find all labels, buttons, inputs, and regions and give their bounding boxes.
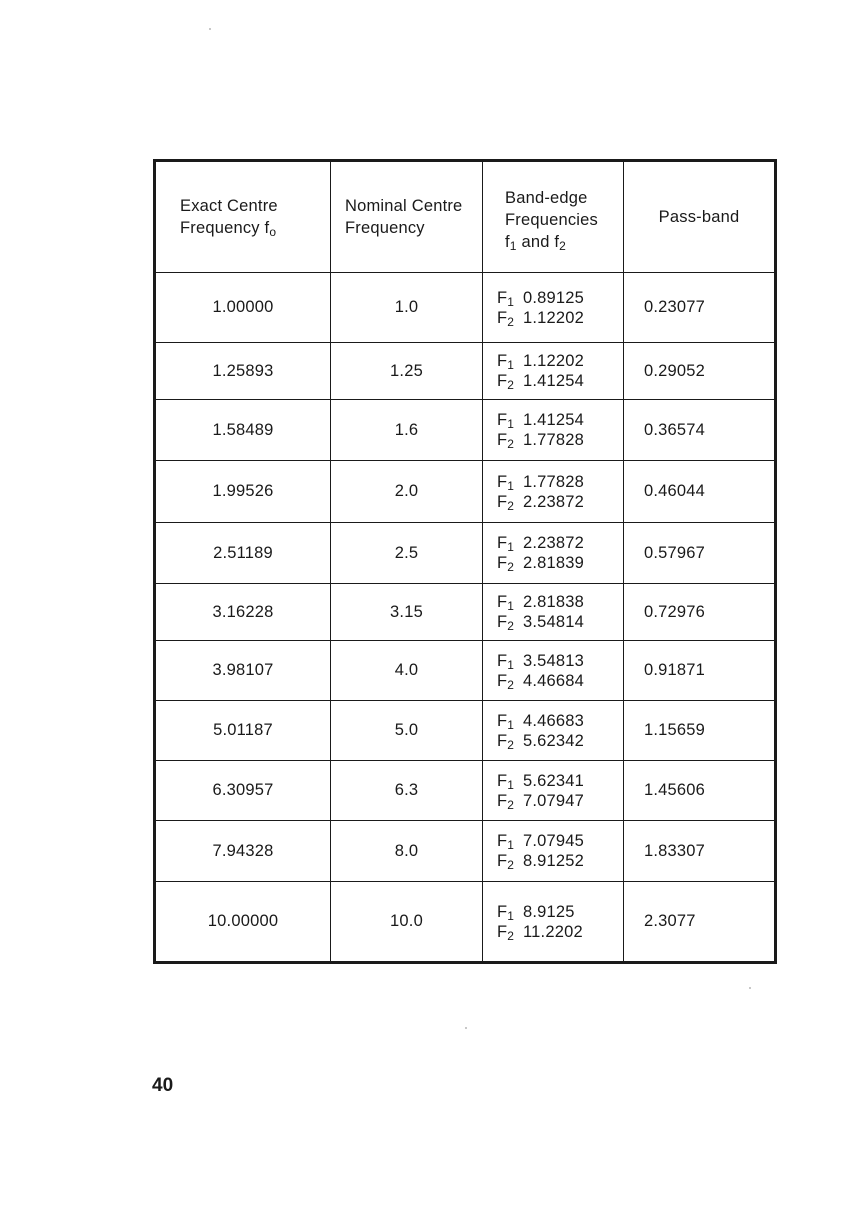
pass-band-cell: 0.29052 xyxy=(624,343,776,400)
table-row xyxy=(155,273,776,343)
band-edge-cell xyxy=(483,273,624,343)
band-edge-cell xyxy=(483,761,624,821)
band-edge-f2: $F_2$ 2.23872 xyxy=(497,492,585,513)
table-row xyxy=(155,701,776,761)
band-edge-f1: $F_1$ 5.62341 xyxy=(497,771,585,792)
nominal-centre-cell: 6.3 xyxy=(331,761,483,821)
pass-band-cell: 1.45606 xyxy=(624,761,776,821)
band-edge-f2: $F_2$ 1.77828 xyxy=(497,431,585,451)
band-edge-f2: $F_2$ 5.62342 xyxy=(497,731,585,752)
nominal-centre-cell: 1.6 xyxy=(331,400,483,461)
band-edge-f1: $F_1$ 4.46683 xyxy=(497,711,585,732)
band-edge-f1: $F_1$ 1.41254 xyxy=(497,411,585,431)
band-edge-f2: $F_2$ 3.54814 xyxy=(497,613,585,633)
table-row xyxy=(155,400,776,461)
band-edge-cell xyxy=(483,821,624,882)
pass-band-cell: 1.83307 xyxy=(624,821,776,882)
header-nominal-centre-frequency: Nominal Centre Frequency xyxy=(331,161,483,273)
scan-speck xyxy=(749,987,751,989)
pass-band-cell: 0.57967 xyxy=(624,523,776,584)
nominal-centre-cell: 5.0 xyxy=(331,701,483,761)
nominal-centre-cell: 8.0 xyxy=(331,821,483,882)
band-edge-f1: $F_1$ 7.07945 xyxy=(497,832,585,852)
exact-centre-cell: 6.30957 xyxy=(155,761,331,821)
band-edge-f2: $F_2$ 2.81839 xyxy=(497,554,585,574)
pass-band-cell: 0.36574 xyxy=(624,400,776,461)
band-edge-f1: $F_1$ 2.23872 xyxy=(497,534,585,554)
exact-centre-cell: 1.99526 xyxy=(155,461,331,523)
band-edge-f2: $F_2$ 4.46684 xyxy=(497,671,585,692)
band-edge-cell xyxy=(483,400,624,461)
band-edge-cell xyxy=(483,701,624,761)
band-edge-cell xyxy=(483,523,624,584)
exact-centre-cell: 1.25893 xyxy=(155,343,331,400)
exact-centre-cell: 1.00000 xyxy=(155,273,331,343)
band-edge-f1: $F_1$ 1.77828 xyxy=(497,472,585,493)
band-edge-f2: $F_2$ 1.12202 xyxy=(497,308,585,329)
band-edge-f1: $F_1$ 0.89125 xyxy=(497,288,585,309)
band-edge-f2: $F_2$ 8.91252 xyxy=(497,852,585,872)
frequency-table xyxy=(153,159,777,964)
table-row xyxy=(155,641,776,701)
pass-band-cell: 0.23077 xyxy=(624,273,776,343)
band-edge-f2: $F_2$ 11.2202 xyxy=(497,922,583,943)
pass-band-cell: 0.91871 xyxy=(624,641,776,701)
header-exact-centre-frequency: Exact Centre Frequency $f_o$ xyxy=(155,161,331,273)
band-edge-cell xyxy=(483,641,624,701)
nominal-centre-cell: 2.5 xyxy=(331,523,483,584)
scan-speck xyxy=(465,1027,467,1029)
table-row xyxy=(155,584,776,641)
nominal-centre-cell: 1.25 xyxy=(331,343,483,400)
band-edge-cell xyxy=(483,343,624,400)
exact-centre-cell: 3.98107 xyxy=(155,641,331,701)
exact-centre-cell: 2.51189 xyxy=(155,523,331,584)
nominal-centre-cell: 2.0 xyxy=(331,461,483,523)
band-edge-cell xyxy=(483,882,624,963)
table-row xyxy=(155,461,776,523)
pass-band-cell: 1.15659 xyxy=(624,701,776,761)
header-band-edge-frequencies: Band-edge Frequencies $f_1$ and $f_2$ xyxy=(483,161,624,273)
table-row xyxy=(155,761,776,821)
band-edge-f1: $F_1$ 1.12202 xyxy=(497,352,585,372)
table-row xyxy=(155,821,776,882)
nominal-centre-cell: 3.15 xyxy=(331,584,483,641)
pass-band-cell: 0.72976 xyxy=(624,584,776,641)
table-row xyxy=(155,343,776,400)
band-edge-f1: $F_1$ 8.9125 xyxy=(497,902,575,923)
exact-centre-cell: 7.94328 xyxy=(155,821,331,882)
scan-speck xyxy=(209,28,211,30)
pass-band-cell: 2.3077 xyxy=(624,882,776,963)
band-edge-cell xyxy=(483,584,624,641)
header-pass-band: Pass-band xyxy=(624,161,776,273)
exact-centre-cell: 1.58489 xyxy=(155,400,331,461)
nominal-centre-cell: 1.0 xyxy=(331,273,483,343)
exact-centre-cell: 5.01187 xyxy=(155,701,331,761)
band-edge-f2: $F_2$ 7.07947 xyxy=(497,791,585,812)
nominal-centre-cell: 10.0 xyxy=(331,882,483,963)
exact-centre-cell: 3.16228 xyxy=(155,584,331,641)
band-edge-f2: $F_2$ 1.41254 xyxy=(497,372,585,392)
page-number: 40 xyxy=(152,1075,174,1096)
band-edge-f1: $F_1$ 2.81838 xyxy=(497,593,585,613)
table-row xyxy=(155,523,776,584)
table-row xyxy=(155,882,776,963)
nominal-centre-cell: 4.0 xyxy=(331,641,483,701)
band-edge-f1: $F_1$ 3.54813 xyxy=(497,651,585,672)
pass-band-cell: 0.46044 xyxy=(624,461,776,523)
band-edge-cell xyxy=(483,461,624,523)
exact-centre-cell: 10.00000 xyxy=(155,882,331,963)
table-body xyxy=(155,273,776,963)
table-header-row xyxy=(155,161,776,273)
